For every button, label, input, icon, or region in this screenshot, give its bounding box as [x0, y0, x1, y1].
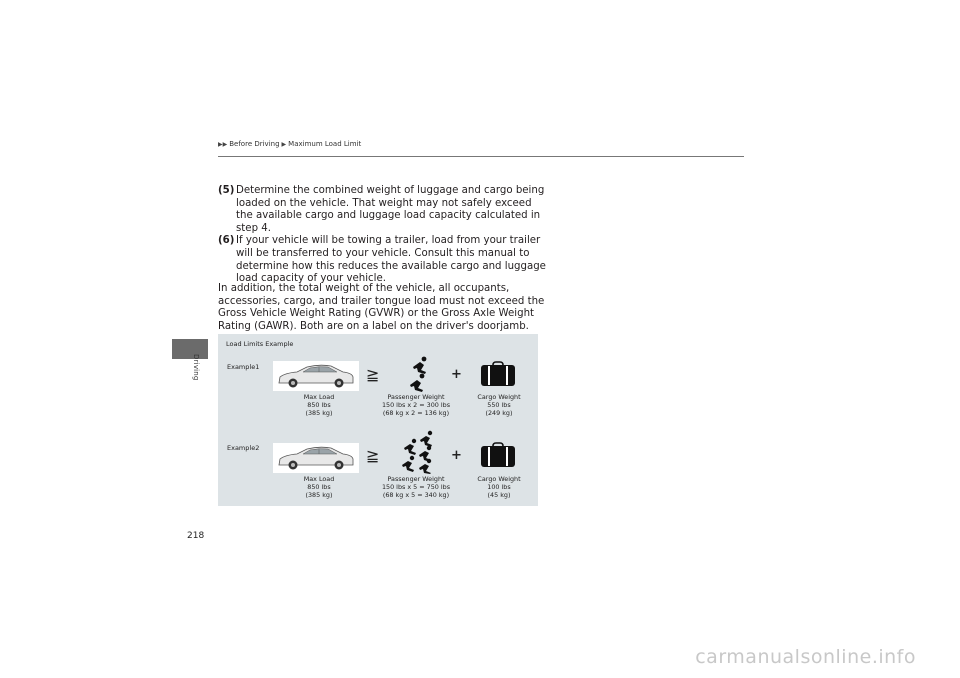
breadcrumb-maximum-load-limit[interactable]: Maximum Load Limit: [288, 140, 362, 148]
example-label: Example2: [227, 444, 260, 452]
breadcrumb-before-driving[interactable]: Before Driving: [229, 140, 280, 148]
section-label: Driving: [192, 354, 200, 381]
cargo-weight-caption: Cargo Weight 100 lbs (45 kg): [477, 475, 521, 499]
load-limits-figure: [218, 334, 538, 506]
breadcrumb: [218, 140, 361, 148]
passengers-icon: [398, 430, 438, 478]
section-tab-marker: [172, 339, 208, 359]
luggage-icon: [480, 442, 516, 472]
body-paragraph: In addition, the total weight of the vehicle, all occupants, accessories, cargo, and trailer tongue load must not exceed the Gross Vehicle Weight Rating (GVWR) or the Gross Axle Weight Rating (GAWR). Both are on a label on the driver's doorjamb.: [218, 283, 545, 332]
step-list: [218, 185, 548, 286]
step-text: Determine the combined weight of luggage and cargo being loaded on the vehicle. That weight may not safely exceed the available cargo and luggage load capacity calculated in step 4.: [236, 185, 545, 234]
step-item: [218, 185, 548, 235]
breadcrumb-arrow-icon: ▶▶: [218, 140, 228, 148]
step-number: (5): [218, 185, 235, 196]
car-icon: [273, 361, 359, 391]
step-item: [218, 235, 548, 285]
plus-symbol: +: [451, 367, 462, 382]
step-number: (6): [218, 235, 235, 247]
passenger-weight-caption: Passenger Weight 150 lbs x 2 = 300 lbs (68 kg x 2 = 136 kg): [381, 393, 451, 417]
greater-equal-symbol: ≧: [366, 365, 380, 384]
car-icon: [273, 443, 359, 473]
page-number: 218: [187, 531, 205, 541]
passenger-weight-caption: Passenger Weight 150 lbs x 5 = 750 lbs (68 kg x 5 = 340 kg): [381, 475, 451, 499]
step-text: If your vehicle will be towing a trailer, load from your trailer will be transferred to your vehicle. Consult this manual to determine how this reduces the available cargo and luggage load capacity of your vehicle.: [236, 235, 546, 285]
breadcrumb-arrow-icon: ▶: [281, 140, 287, 148]
greater-equal-symbol: ≧: [366, 446, 380, 465]
figure-title: Load Limits Example: [226, 340, 294, 348]
site-watermark: carmanualsonline.info: [695, 646, 916, 668]
max-load-caption: Max Load 850 lbs (385 kg): [303, 475, 335, 499]
cargo-weight-caption: Cargo Weight 550 lbs (249 kg): [477, 393, 521, 417]
plus-symbol: +: [451, 448, 462, 463]
max-load-caption: Max Load 850 lbs (385 kg): [303, 393, 335, 417]
example-label: Example1: [227, 363, 260, 371]
luggage-icon: [480, 361, 516, 391]
header-divider: [218, 156, 744, 157]
passengers-icon: [404, 356, 434, 396]
